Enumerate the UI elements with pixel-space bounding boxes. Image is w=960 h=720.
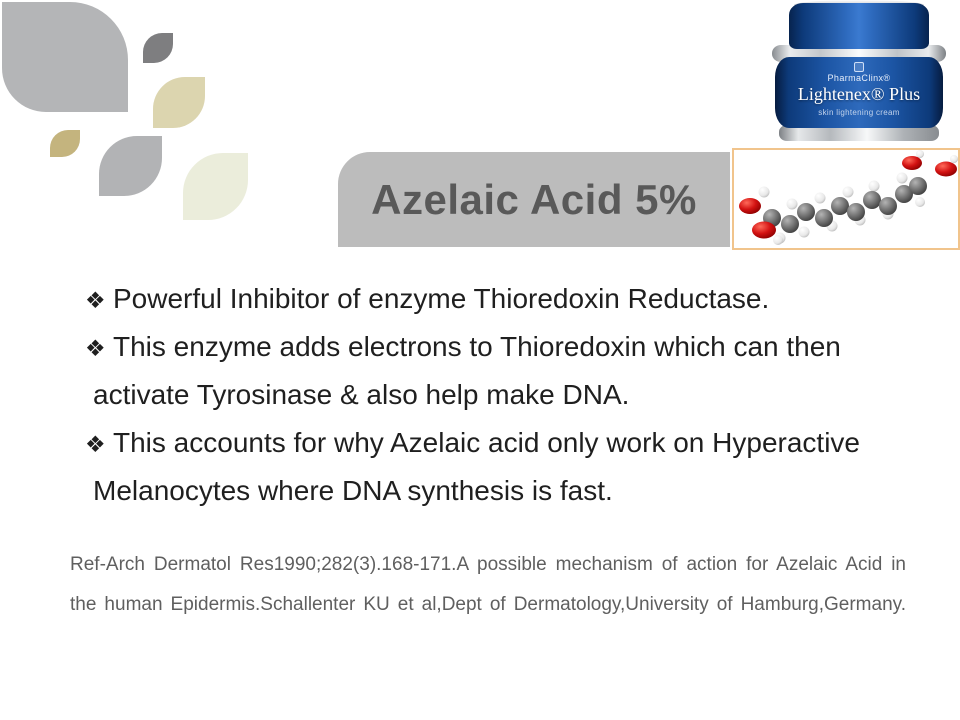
diamond-bullet-icon: ❖: [85, 287, 106, 313]
bullet-list: [85, 275, 925, 515]
molecule-image-frame: [732, 148, 960, 250]
bullet-item: [85, 323, 925, 371]
jar-tagline: skin lightening cream: [818, 108, 900, 117]
pharmaclinx-logo-icon: [854, 62, 864, 72]
bullet-text: Powerful Inhibitor of enzyme Thioredoxin Reductase.: [113, 283, 770, 314]
bullet-continuation: [85, 467, 925, 515]
jar-blue-body: [775, 57, 943, 128]
azelaic-acid-molecule-illustration: [734, 150, 958, 248]
slide-title: Azelaic Acid 5%: [371, 175, 697, 223]
reference-line-1: Ref-Arch Dermatol Res1990;282(3).168-171.A possible mechanism of action for Azelaic Acid in: [70, 554, 906, 575]
bullet-text: This enzyme adds electrons to Thioredoxin which can then: [113, 331, 841, 362]
bullet-text: activate Tyrosinase & also help make DNA.: [93, 379, 630, 410]
bullet-item: [85, 419, 925, 467]
bullet-text: This accounts for why Azelaic acid only work on Hyperactive: [113, 427, 860, 458]
bullet-item: [85, 275, 925, 323]
jar-brand-text: PharmaClinx®: [827, 73, 891, 83]
title-banner: [338, 152, 730, 247]
diamond-bullet-icon: ❖: [85, 335, 106, 361]
jar-product-name: Lightenex® Plus: [797, 84, 921, 104]
bullet-continuation: [85, 371, 925, 419]
product-photo-lightenex-jar: [770, 0, 948, 142]
bullet-text: Melanocytes where DNA synthesis is fast.: [93, 475, 613, 506]
decorative-leaf-khaki: [50, 130, 80, 157]
reference-line-2: the human Epidermis.Schallenter KU et al,Dept of Dermatology,University of Hamburg,Germany.: [70, 594, 906, 615]
decorative-leaf-mid-gray: [99, 136, 162, 196]
decorative-leaf-pale-green: [183, 153, 248, 220]
decorative-leaf-large-gray: [2, 2, 128, 112]
reference-citation: [70, 545, 906, 625]
decorative-leaf-beige: [153, 77, 205, 128]
decorative-leaf-dark-gray: [143, 33, 173, 63]
diamond-bullet-icon: ❖: [85, 431, 106, 457]
jar-blue-lid: [789, 3, 929, 49]
